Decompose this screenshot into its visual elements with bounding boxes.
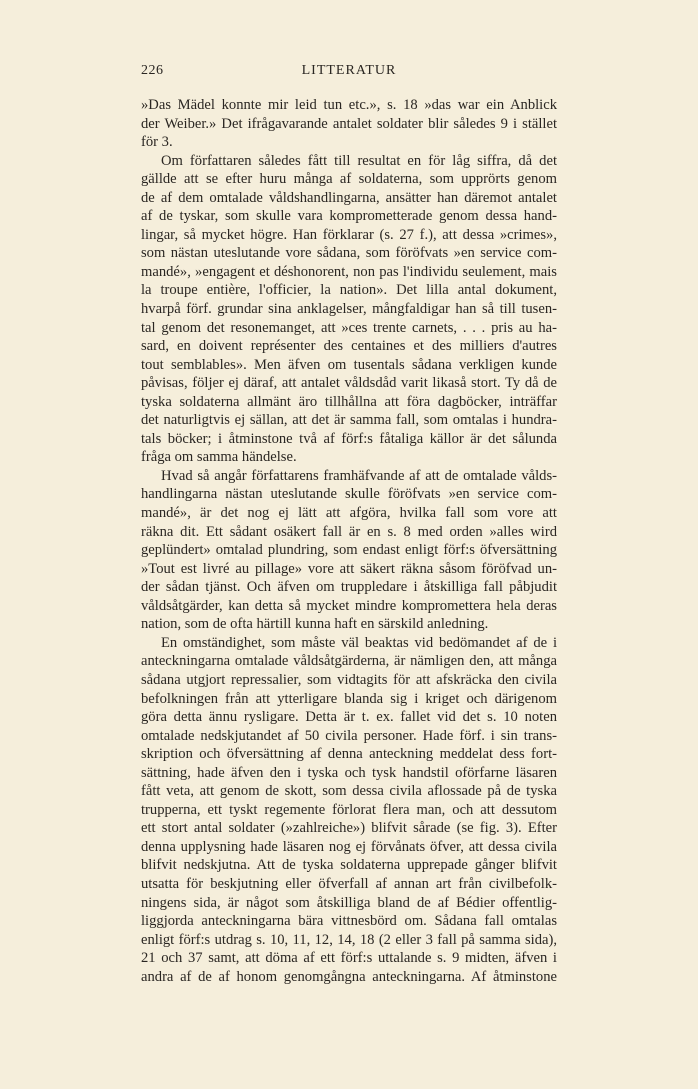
text-line: tyska soldaterna allmänt äro tillhållna att föra dagböcker, inträffar (141, 393, 557, 410)
text-line: la troupe entière, l'officier, la nation». Det lilla antal dokument, (141, 282, 557, 299)
text-line: »Tout est livré au pillage» vore att säkert räkna såsom föröfvad un- (141, 560, 557, 577)
text-line: sådana utgjort repressalier, som vidtagits för att afskräcka den civila (141, 671, 557, 688)
text-line: nation, som de ofta härtill kunna haft en särskild anledning. (141, 616, 489, 633)
text-line: lingar, så mycket högre. Han förklarar (s. 27 f.), att dessa »crimes», (141, 226, 557, 243)
text-line: blifvit nedskjutna. Att de tyska soldaterna upprepade gånger blifvit (141, 857, 557, 874)
text-line: mandé», är det nog ej lätt att afgöra, hvilka fall som vore att (141, 505, 557, 522)
text-line: denna upplysning hade läsaren nog ej förvånats öfver, att dessa civila (141, 838, 557, 855)
page-header (141, 63, 557, 83)
text-line: der Weiber.» Det ifrågavarande antalet soldater blir således 9 i stället (141, 115, 557, 132)
text-line: fått veta, att genom de skott, som dessa civila aflossade på de tyska (141, 783, 557, 800)
text-line: omtalade nedskjutandet af 50 civila personer. Hade förf. i sin trans- (141, 727, 557, 744)
text-line: sättning, hade äfven den i tyska och tysk handstil oförfarne läsaren (141, 764, 557, 781)
text-line: tout semblables». Men äfven om tusentals sådana verkligen kunde (141, 356, 557, 373)
text-line: af de tyskar, som skulle vara komprometterade genom dessa hand- (141, 208, 557, 225)
text-line: våldsåtgärder, kan detta så mycket mindre komprometterа hela deras (141, 597, 557, 614)
text-line: tals böcker; i åtminstone två af förf:s fåtaliga källor är det sålunda (141, 430, 557, 447)
text-line: hvarpå förf. grundar sina anklagelser, mångfaldigar han så till tusen- (141, 301, 557, 318)
text-line: geplündert» omtalad plundring, som endast enligt förf:s öfversättning (141, 542, 557, 559)
text-line: göra detta ännu rysligare. Detta är t. ex. fallet vid det s. 10 noten (141, 709, 557, 726)
text-line: anteckningarna omtalade våldsåtgärderna, är nämligen den, att många (141, 653, 557, 670)
running-title: LITTERATUR (301, 63, 397, 78)
text-line: gällde att se efter huru många af soldaterna, som upprörts genom (141, 171, 557, 188)
text-line: som nästan uteslutande vore sådana, som föröfvats »en service com- (141, 245, 557, 262)
text-line: Hvad så angår författarens framhäfvande af att de omtalade vålds- (161, 467, 557, 484)
text-line: ningens sida, är något som åtskilliga bland de af Bédier offentlig- (141, 894, 557, 911)
text-line: tal genom det resonemanget, att »ces trente carnets, . . . pris au ha- (141, 319, 557, 336)
text-line: mandé», »engagent et déshonorent, non pas l'individu seulement, mais (141, 263, 557, 280)
text-line: trupperna, ett tyskt regemente förlorat flera man, och att dessutom (141, 801, 557, 818)
text-line: Om författaren således fått till resultat en för låg siffra, då det (161, 152, 557, 169)
text-line: utsatta för beskjutning eller öfverfall af annan art från civilbefolk- (141, 875, 557, 892)
text-line: 21 och 37 samt, att döma af ett förf:s uttalande s. 9 midten, äfven i (141, 950, 557, 967)
text-line: ett stort antal soldater (»zahlreiche») blifvit sårade (se fig. 3). Efter (141, 820, 557, 837)
text-line: sard, en doivent représenter des centaines et des milliers d'autres (141, 338, 557, 355)
text-line: befolkningen från att ytterligare blanda sig i kriget och därigenom (141, 690, 557, 707)
text-line: En omständighet, som måste väl beaktas vid bedömandet af de i (161, 634, 557, 651)
text-line: enligt förf:s utdrag s. 10, 11, 12, 14, 18 (2 eller 3 fall på samma sida), (141, 931, 557, 948)
body-text (141, 96, 557, 986)
text-line: räkna dit. Ett sådant osäkert fall är en s. 8 med orden »alles wird (141, 523, 557, 540)
text-line: påvisas, följer ej däraf, att antalet våldsdåd varit likaså stort. Ty då de (141, 375, 557, 392)
text-line: andra af de af honom genomgångna anteckningarna. Af åtminstone (141, 968, 557, 985)
text-line: skription och öfversättning af denna anteckning meddelat dess fort- (141, 746, 557, 763)
text-line: liggjorda anteckningarna bära vittnesbörd om. Sådana fall omtalas (141, 913, 557, 930)
page-number: 226 (141, 63, 164, 78)
text-line: der sådan tjänst. Och äfven om truppledare i åtskilliga fall påbjudit (141, 579, 557, 596)
text-line: för 3. (141, 134, 173, 151)
text-line: det naturligtvis ej sällan, att det är samma fall, som omtalas i hundra- (141, 412, 557, 429)
text-line: »Das Mädel konnte mir leid tun etc.», s. 18 »das war ein Anblick (141, 97, 557, 113)
text-line: handlingarna nästan uteslutande skulle föröfvats »en service com- (141, 486, 557, 503)
text-line: de af dem omtalade våldshandlingarna, ansätter han däremot antalet (141, 189, 557, 206)
text-line: fråga om samma händelse. (141, 449, 297, 466)
